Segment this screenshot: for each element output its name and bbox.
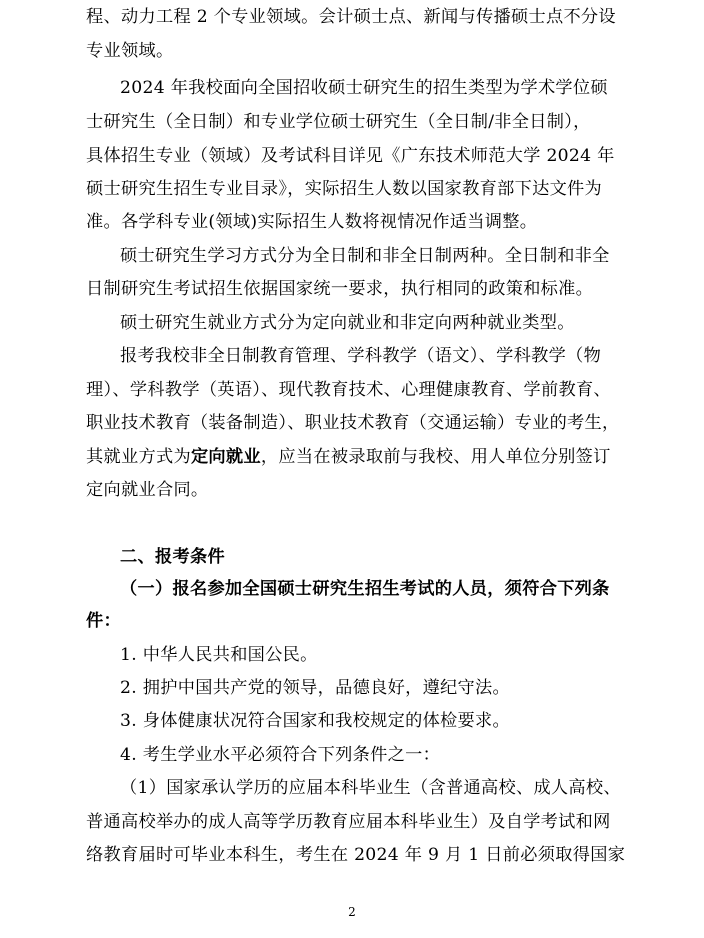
intro-line-1: 程、动力工程 2 个专业领域。会计硕士点、新闻与传播硕士点不分设	[86, 7, 616, 27]
para-employment-line-1: 硕士研究生就业方式分为定向就业和非定向两种就业类型。	[120, 313, 575, 333]
condition-item-3: 3. 身体健康状况符合国家和我校规定的体检要求。	[120, 711, 511, 731]
para-types-line-5: 准。各学科专业(领域)实际招生人数将视情况作适当调整。	[86, 212, 538, 232]
condition-item-2: 2. 拥护中国共产党的领导，品德良好，遵纪守法。	[120, 678, 511, 698]
condition-item-4: 4. 考生学业水平必须符合下列条件之一：	[120, 745, 441, 765]
para-parttime-line-1: 报考我校非全日制教育管理、学科教学（语文）、学科教学（物	[120, 346, 602, 366]
para-parttime-line-3: 职业技术教育（装备制造）、职业技术教育（交通运输）专业的考生，	[86, 413, 620, 433]
para-parttime-line-4-end: ，应当在被录取前与我校、用人单位分别签订	[260, 447, 611, 467]
para-types-line-2: 士研究生（全日制）和专业学位硕士研究生（全日制/非全日制），	[86, 112, 591, 132]
condition-item-1: 1. 中华人民共和国公民。	[120, 645, 318, 665]
academic-condition-1-line-3: 络教育届时可毕业本科生，考生在 2024 年 9 月 1 日前必须取得国家	[86, 845, 626, 865]
para-parttime-line-4-start: 其就业方式为	[86, 447, 191, 467]
subsection-1-title-line-2: 件：	[86, 611, 121, 631]
para-parttime-line-2: 理）、学科教学（英语）、现代教育技术、心理健康教育、学前教育、	[86, 380, 611, 400]
subsection-1-title-line-1: （一）报名参加全国硕士研究生招生考试的人员，须符合下列条	[120, 579, 610, 599]
para-types-line-3: 具体招生专业（领域）及考试科目详见《广东技术师范大学 2024 年	[86, 146, 615, 166]
para-types-line-4: 硕士研究生招生专业目录》，实际招生人数以国家教育部下达文件为	[86, 179, 603, 199]
para-parttime-line-5: 定向就业合同。	[86, 480, 209, 500]
para-parttime-line-4	[86, 447, 611, 467]
directed-employment-emphasis: 定向就业	[190, 447, 261, 467]
academic-condition-1-line-1: （1）国家承认学历的应届本科毕业生（含普通高校、成人高校、	[120, 778, 621, 798]
intro-line-2: 专业领域。	[86, 41, 174, 61]
para-study-line-2: 日制研究生考试招生依据国家统一要求，执行相同的政策和标准。	[86, 279, 594, 299]
para-types-line-1: 2024 年我校面向全国招收硕士研究生的招生类型为学术学位硕	[120, 78, 608, 98]
academic-condition-1-line-2: 普通高校举办的成人高等学历教育应届本科毕业生）及自学考试和网	[86, 812, 611, 832]
para-study-line-1: 硕士研究生学习方式分为全日制和非全日制两种。全日制和非全	[120, 246, 610, 266]
page-number: 2	[348, 905, 356, 919]
section-2-title: 二、报考条件	[120, 547, 225, 567]
